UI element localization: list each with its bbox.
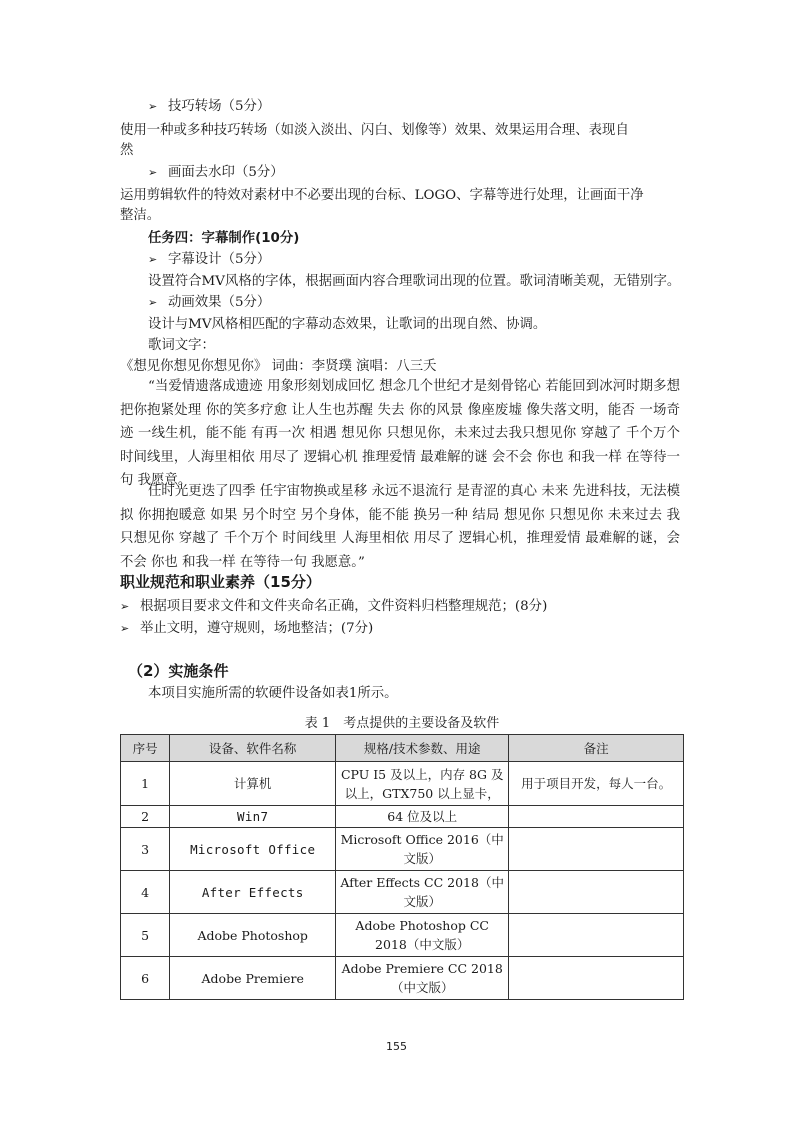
table-row — [121, 828, 684, 871]
header-name: 设备、软件名称 — [170, 735, 336, 762]
paragraph: 运用剪辑软件的特效对素材中不必要出现的台标、LOGO、字幕等进行处理，让画面干净 — [120, 188, 644, 203]
cell-no: 2 — [121, 806, 170, 828]
cell-no: 6 — [121, 957, 170, 1000]
song-title-line: 《想见你想见你想见你》 词曲：李贤璞 演唱：八三夭 — [120, 359, 437, 374]
bullet-item: ➢ 根据项目要求文件和文件夹命名正确，文件资料归档整理规范；(8分) — [120, 597, 547, 617]
arrow-bullet-icon: ➢ — [148, 253, 158, 266]
cell-name: Adobe Photoshop — [170, 914, 336, 957]
cell-spec: Microsoft Office 2016（中文版） — [336, 828, 509, 871]
cell-note — [509, 871, 684, 914]
page-number: 155 — [386, 1040, 407, 1053]
cell-no: 3 — [121, 828, 170, 871]
cell-note — [509, 957, 684, 1000]
bullet-item: ➢ 技巧转场（5分） — [148, 97, 270, 117]
section-heading: （2）实施条件 — [128, 662, 229, 680]
cell-note: 用于项目开发，每人一台。 — [509, 762, 684, 806]
cell-spec: After Effects CC 2018（中文版） — [336, 871, 509, 914]
cell-no: 4 — [121, 871, 170, 914]
arrow-bullet-icon: ➢ — [148, 100, 158, 113]
paragraph: 设计与MV风格相匹配的字幕动态效果，让歌词的出现自然、协调。 — [148, 317, 547, 332]
bullet-item: ➢ 动画效果（5分） — [148, 293, 270, 313]
section-heading: 职业规范和职业素养（15分） — [120, 573, 321, 591]
table-row — [121, 806, 684, 828]
cell-name: Microsoft Office — [170, 828, 336, 871]
bullet-item: ➢ 举止文明，遵守规则，场地整洁；(7分) — [120, 619, 373, 639]
cell-no: 1 — [121, 762, 170, 806]
arrow-bullet-icon: ➢ — [120, 622, 130, 635]
table-caption: 表 1 考点提供的主要设备及软件 — [304, 716, 500, 731]
paragraph: 整洁。 — [120, 208, 161, 223]
bullet-item: ➢ 字幕设计（5分） — [148, 250, 270, 270]
equipment-table — [120, 734, 684, 1000]
arrow-bullet-icon: ➢ — [148, 166, 158, 179]
cell-note — [509, 914, 684, 957]
bullet-item: ➢ 画面去水印（5分） — [148, 163, 284, 183]
table-row — [121, 957, 684, 1000]
header-no: 序号 — [121, 735, 170, 762]
paragraph: 本项目实施所需的软硬件设备如表1所示。 — [148, 686, 398, 701]
paragraph: 使用一种或多种技巧转场（如淡入淡出、闪白、划像等）效果、效果运用合理、表现自 — [120, 123, 629, 138]
paragraph: 歌词文字： — [148, 338, 215, 353]
lyrics-paragraph: 任时光更迭了四季 任宇宙物换或星移 永远不退流行 是青涩的真心 未来 先进科技，无法模拟 你拥抱暖意 如果 另个时空 另个身体，能不能 换另一种 结局 想见你 只想见你 未来过去 我只想见你 穿越了 千个万个 时间线里 人海里相依 用尽了 逻辑心机，推理爱情 最难解的谜，会不会 你也 和我一样 在等待一句 我愿意。” — [120, 484, 680, 570]
cell-spec: Adobe Photoshop CC 2018（中文版） — [336, 914, 509, 957]
arrow-bullet-icon: ➢ — [148, 296, 158, 309]
table-row — [121, 762, 684, 806]
header-spec: 规格/技术参数、用途 — [336, 735, 509, 762]
cell-note — [509, 828, 684, 871]
table-row — [121, 871, 684, 914]
lyrics-paragraph: “当爱情遗落成遗迹 用象形刻划成回忆 想念几个世纪才是刻骨铭心 若能回到冰河时期多想把你抱紧处理 你的笑多疗愈 让人生也苏醒 失去 你的风景 像座废墟 像失落文明，能否 一场奇迹 一线生机，能不能 有再一次 相遇 想见你 只想见你，未来过去我只想见你 穿越了 千个万个 时间线里，人海里相依 用尽了 逻辑心机 推理爱情 最难解的谜 会不会 你也 和我一样 在等待一句 我愿意。 — [120, 379, 680, 488]
cell-name: Win7 — [170, 806, 336, 828]
table-header-row — [121, 735, 684, 762]
cell-spec: Adobe Premiere CC 2018（中文版） — [336, 957, 509, 1000]
task-heading: 任务四：字幕制作(10分) — [148, 231, 300, 246]
cell-name: 计算机 — [170, 762, 336, 806]
paragraph: 然 — [120, 143, 134, 158]
cell-spec: CPU I5 及以上，内存 8G 及以上，GTX750 以上显卡， — [336, 762, 509, 806]
table-row — [121, 914, 684, 957]
header-note: 备注 — [509, 735, 684, 762]
arrow-bullet-icon: ➢ — [120, 600, 130, 613]
cell-name: After Effects — [170, 871, 336, 914]
cell-spec: 64 位及以上 — [336, 806, 509, 828]
cell-no: 5 — [121, 914, 170, 957]
paragraph: 设置符合MV风格的字体，根据画面内容合理歌词出现的位置。歌词清晰美观，无错别字。 — [148, 274, 681, 289]
cell-note — [509, 806, 684, 828]
cell-name: Adobe Premiere — [170, 957, 336, 1000]
